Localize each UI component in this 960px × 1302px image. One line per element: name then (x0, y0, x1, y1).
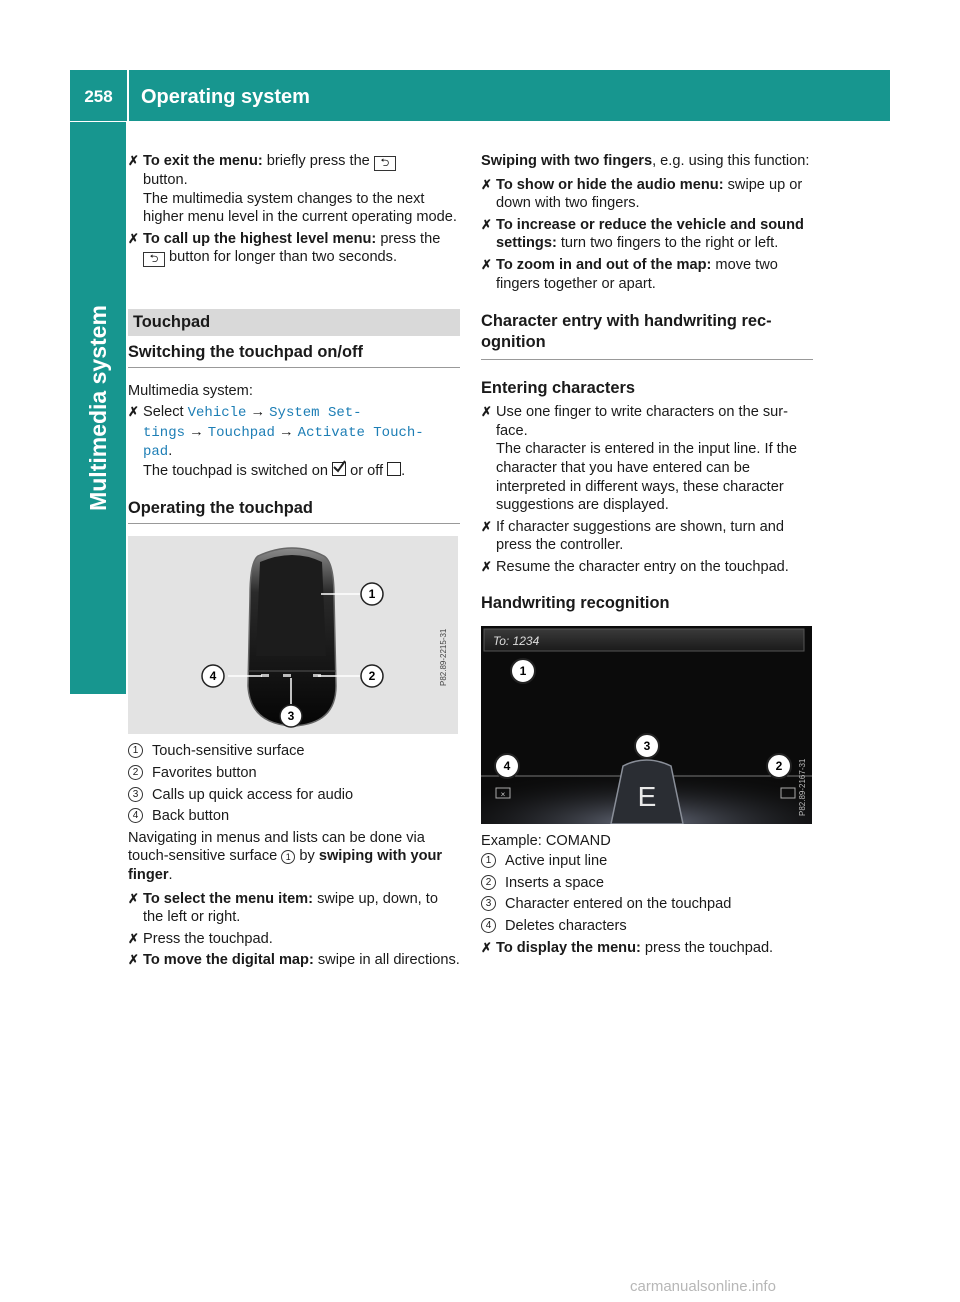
multimedia-system-label: Multimedia system: (128, 383, 253, 400)
step-text: Select (143, 403, 188, 420)
step-bold: To increase or reduce the vehicle and sound settings: (496, 216, 804, 252)
arrow-icon: ✗ (481, 176, 492, 192)
legend-text: Active input line (505, 853, 608, 870)
step-text: If character suggestions are shown, turn and press the controller. (496, 518, 784, 554)
step-bold: To call up the highest level menu: (143, 230, 377, 247)
legend-item (481, 852, 813, 871)
menu-activate-touchpad: Activate Touch‑ (297, 424, 424, 441)
step-use-finger (481, 403, 813, 515)
arrow-icon: ✗ (128, 230, 139, 246)
legend-item (128, 742, 460, 761)
legend-number: 1 (128, 743, 143, 758)
step-text: button. (143, 172, 188, 188)
step-text: The multimedia system changes to the next higher menu level in the current operating mode. (143, 190, 457, 226)
checkbox-empty-icon (387, 462, 401, 476)
step-text: Use one finger to write characters on the surface. (496, 404, 789, 439)
arrow-icon: ✗ (128, 403, 139, 419)
step-text: button for longer than two seconds. (165, 249, 398, 266)
figure-code: P82.89-2167-31 (798, 758, 807, 816)
step-text: The touchpad is switched on (143, 462, 333, 479)
svg-text:1: 1 (368, 587, 376, 602)
menu-touchpad: Touchpad (207, 424, 275, 441)
arrow-icon: ✗ (481, 558, 492, 574)
step-bold: To show or hide the audio menu: (496, 176, 724, 193)
step-bold: To zoom in and out of the map: (496, 256, 712, 273)
legend-text: Touch-sensitive surface (152, 743, 305, 760)
step-character-suggestions (481, 518, 813, 555)
step-bold: To move the digital map: (143, 952, 314, 969)
input-line-text: To: 1234 (493, 633, 540, 648)
step-text: Resume the character entry on the touchpad. (496, 558, 789, 575)
step-text: swipe up, down, to the left or right. (143, 890, 438, 926)
svg-text:4: 4 (503, 758, 511, 773)
legend-list (481, 852, 813, 935)
arrow-icon: ✗ (128, 153, 139, 168)
arrow-icon: ✗ (481, 518, 492, 534)
right-column (481, 152, 813, 961)
paragraph-bold: swiping with your finger (128, 848, 443, 883)
legend-number: 2 (128, 765, 143, 780)
paragraph-text: . (168, 866, 173, 883)
step-bold: To exit the menu: (143, 153, 263, 169)
paragraph-text: Navigating in menus and lists can be done via touch-sensitive surface (128, 829, 425, 865)
legend-number: 1 (481, 853, 496, 868)
page-number: 258 (84, 87, 113, 106)
step-text: or off (346, 462, 388, 479)
menu-system-settings: System Set‑ (269, 404, 362, 421)
step-highest-menu (128, 230, 460, 268)
delete-key-icon: × (500, 789, 506, 799)
figure-code: P82.89-2215-31 (439, 628, 448, 687)
checkbox-checked-icon (332, 462, 346, 476)
legend-text: Deletes characters (505, 917, 627, 934)
step-text: press the touchpad. (640, 940, 774, 957)
touchpad-illustration (128, 536, 458, 734)
heading-character-entry: Character entry with handwriting recognition (481, 311, 813, 360)
legend-text: Character entered on the touchpad (505, 896, 732, 913)
step-text: press the (376, 230, 441, 247)
svg-text:1: 1 (519, 663, 527, 678)
step-audio-menu (481, 176, 813, 213)
legend-number: 3 (481, 896, 496, 911)
example-label: Example: COMAND (481, 832, 611, 849)
arrow-glyph: → (189, 423, 204, 440)
step-display-menu (481, 939, 813, 958)
paragraph-text: , e.g. using this function: (652, 153, 810, 169)
left-column (128, 152, 460, 973)
legend-number: 3 (128, 787, 143, 802)
legend-item (481, 917, 813, 936)
step-zoom-map (481, 256, 813, 293)
legend-text: Favorites button (152, 764, 257, 781)
touchpad-figure (128, 536, 458, 734)
back-key-icon: ⮌ (143, 252, 165, 267)
menu-vehicle: Vehicle (187, 404, 247, 421)
sidebar-label: Multimedia system (85, 305, 111, 511)
step-text: swipe in all directions. (313, 952, 460, 969)
step-exit-menu (128, 152, 460, 227)
legend-item (128, 807, 460, 826)
heading-operating: Operating the touchpad (128, 498, 460, 524)
step-text: move two fingers together or apart. (496, 256, 778, 292)
arrow-glyph: → (250, 403, 266, 420)
legend-item (128, 764, 460, 783)
step-text: briefly press the (262, 153, 374, 169)
legend-text: Back button (152, 808, 230, 825)
step-text: swipe up or down with two fingers. (496, 176, 803, 212)
navigating-paragraph (128, 829, 460, 885)
step-text: Press the touchpad. (143, 930, 273, 947)
legend-number: 4 (481, 918, 496, 933)
svg-text:2: 2 (775, 758, 783, 773)
svg-text:4: 4 (209, 669, 217, 684)
heading-entering-characters: Entering characters (481, 379, 635, 398)
heading-handwriting: Handwriting recognition (481, 593, 670, 612)
legend-list (128, 742, 460, 825)
step-text: . (168, 443, 173, 460)
handwriting-screen-figure (481, 626, 812, 824)
heading-switching: Switching the touchpad on/off (128, 342, 460, 368)
step-bold: To display the menu: (496, 940, 641, 957)
step-text: . (401, 462, 406, 479)
arrow-icon: ✗ (481, 256, 492, 272)
step-resume-entry (481, 558, 813, 577)
entered-character: E (637, 780, 657, 812)
step-move-map (128, 951, 460, 970)
paragraph-text: by (295, 848, 319, 865)
arrow-glyph: → (279, 423, 294, 440)
step-select (128, 403, 460, 480)
legend-item (128, 786, 460, 805)
comand-screen-illustration (481, 626, 812, 824)
step-sound-settings (481, 216, 813, 253)
arrow-icon: ✗ (128, 952, 139, 968)
legend-item (481, 874, 813, 893)
arrow-icon: ✗ (481, 940, 492, 956)
section-title: Touchpad (128, 309, 460, 336)
header-divider (127, 70, 129, 121)
svg-text:3: 3 (287, 709, 295, 724)
legend-number: 1 (281, 850, 295, 864)
legend-text: Inserts a space (505, 874, 604, 891)
legend-number: 2 (481, 875, 496, 890)
arrow-icon: ✗ (128, 930, 139, 946)
swiping-paragraph (481, 152, 813, 171)
menu-activate-touchpad: pad (143, 444, 169, 461)
step-select-menu-item (128, 890, 460, 927)
step-text: The character is entered in the input line. If the character that you have entered can be interpreted in different ways, these character suggestions are displayed. (496, 441, 797, 514)
step-text: turn two fingers to the right or left. (556, 235, 779, 252)
paragraph-bold: Swiping with two fingers (481, 153, 653, 169)
watermark: carmanualsonline.info (630, 1278, 776, 1295)
legend-item (481, 895, 813, 914)
page-title: Operating system (141, 86, 310, 108)
arrow-icon: ✗ (481, 404, 492, 420)
step-bold: To select the menu item: (143, 890, 314, 907)
svg-text:3: 3 (643, 738, 651, 753)
legend-text: Calls up quick access for audio (152, 786, 354, 803)
arrow-icon: ✗ (128, 890, 139, 906)
step-press-touchpad (128, 930, 460, 949)
back-key-icon: ⮌ (374, 156, 396, 171)
svg-text:2: 2 (368, 669, 376, 684)
arrow-icon: ✗ (481, 216, 492, 232)
menu-system-settings: tings (143, 424, 186, 441)
legend-number: 4 (128, 808, 143, 823)
